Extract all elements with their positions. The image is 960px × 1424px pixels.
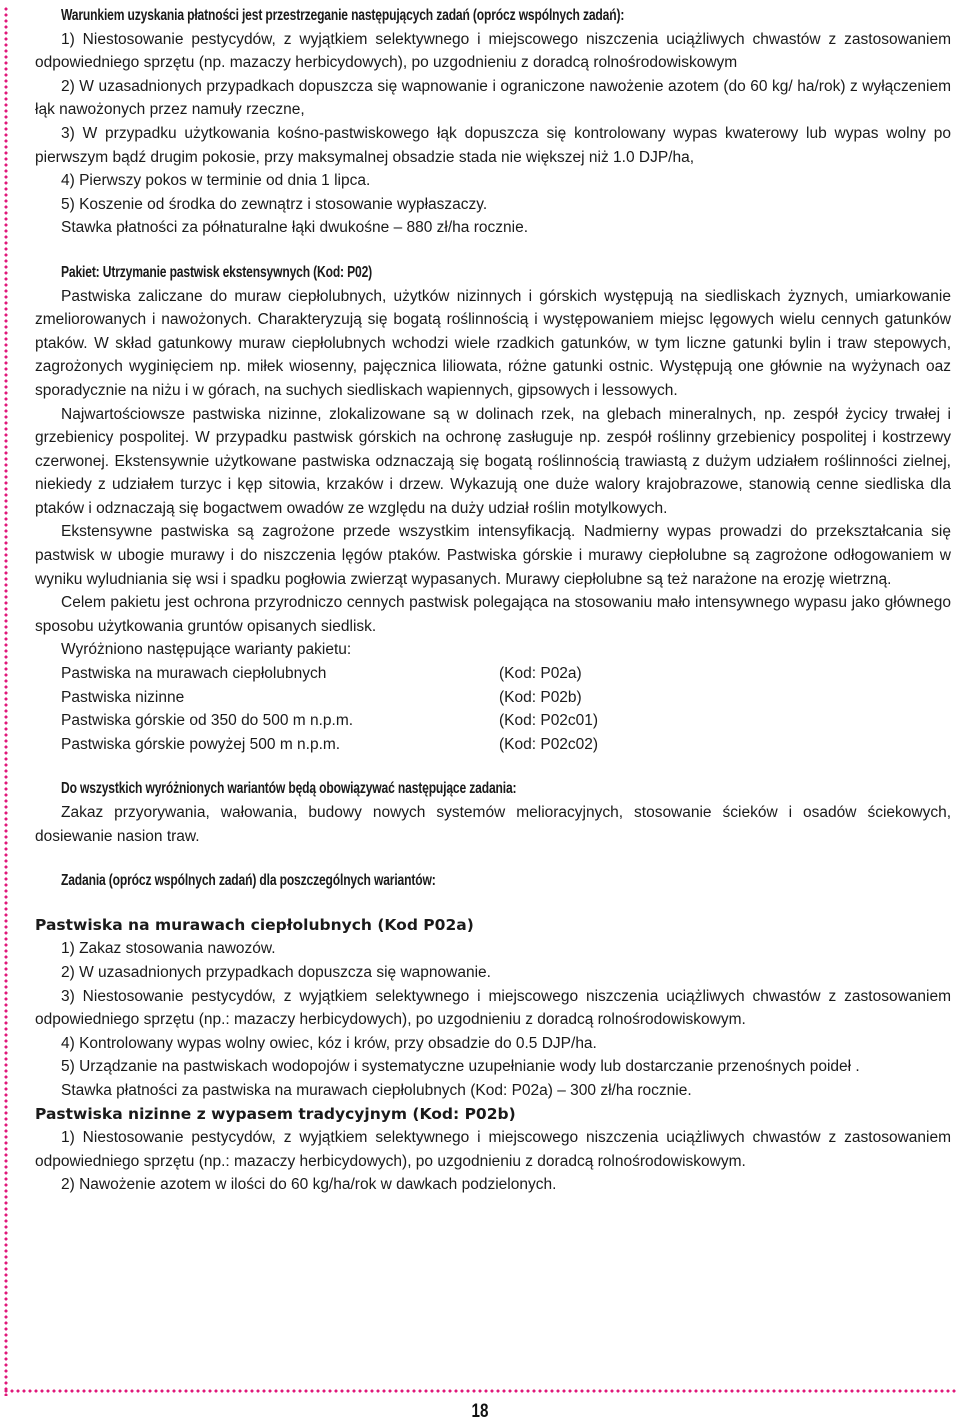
package-title: Pakiet: Utrzymanie pastwisk ekstensywnych (Kod: P02) (61, 263, 373, 281)
top-item-3: 3) W przypadku użytkowania kośno-pastwiskowego łąk dopuszcza się kontrolowany wypas kwaterowy lub wypas wolny po pierwszym bądź drugim pokosie, przy maksymalnej obsadzie stada nie większej niż 1.0 DJP/ha, (35, 124, 951, 166)
variant-code: (Kod: P02a) (499, 665, 582, 683)
spacer (35, 848, 951, 869)
variant-row (61, 709, 951, 733)
variant-a-item-4: 4) Kontrolowany wypas wolny owiec, kóz i krów, przy obsadzie do 0.5 DJP/ha. (61, 1034, 597, 1052)
variant-b-title: Pastwiska nizinne z wypasem tradycyjnym (Kod: P02b) (35, 1104, 516, 1123)
top-item-2: 2) W uzasadnionych przypadkach dopuszcza się wapnowanie i ograniczone nawożenie azotem (do 60 kg/ ha/rok) z wyłączeniem łąk nawożonych przez namuły rzeczne, (35, 77, 951, 119)
all-variants-title: Do wszystkich wyróżnionych wariantów będą obowiązywać następujące zadania: (61, 780, 517, 798)
page-number: 18 (471, 1401, 489, 1422)
variant-a-item-5: 5) Urządzanie na pastwiskach wodopojów i systematyczne uzupełnianie wody lub dostarczanie przenośnych poideł . (61, 1058, 860, 1076)
variant-name: Pastwiska na murawach ciepłolubnych (61, 665, 327, 683)
variant-b-item-1: 1) Niestosowanie pestycydów, z wyjątkiem selektywnego i miejscowego niszczenia uciążliwych chwastów z zastosowaniem odpowiedniego sprzętu (np.: mazaczy herbicydowych), po uzgodnieniu z doradcą rolnośrodowiskowym. (35, 1129, 951, 1170)
top-item-5: 5) Koszenie od środka do zewnątrz i stosowanie wypłaszaczy. (61, 195, 488, 213)
document-body (35, 4, 951, 1197)
package-paragraph-2: Najwartościowsze pastwiska nizinne, zlokalizowane są w dolinach rzek, na glebach mineralnych, np. zespół życicy trwałej i grzebienicy pospolitej. W przypadku pastwisk górskich na ochronę zasługuje np. zespół roślinny grzebienicy pospolitej i kostrzewy czerwonej. Ekstensywnie użytkowane pastwiska odznaczają się bogatą roślinnością trawiastą z dużym udziałem roślinności zielnej, niekiedy z udziałem turzyc i kęp sitowia, krzaków i drzew. Wykazują one duże walory krajobrazowe, stanowią cenne siedliska dla ptaków i odznaczają się bogactwem owadów ze względu na duży udział roślin motylkowych. (35, 405, 951, 517)
variant-a-item-3: 3) Niestosowanie pestycydów, z wyjątkiem selektywnego i miejscowego niszczenia uciążliwych chwastów z zastosowaniem odpowiedniego sprzętu (np.: mazaczy herbicydowych), po uzgodnieniu z doradcą rolnośrodowiskowym. (35, 987, 951, 1029)
tasks-title: Zadania (oprócz wspólnych zadań) dla poszczególnych wariantów: (61, 872, 436, 890)
variant-row (61, 686, 951, 710)
top-item-4: 4) Pierwszy pokos w terminie od dnia 1 lipca. (61, 172, 371, 190)
bottom-dotted-border (3, 1388, 958, 1394)
top-payment-rate: Stawka płatności za półnaturalne łąki dwukośne – 880 zł/ha rocznie. (61, 219, 528, 237)
spacer (35, 240, 951, 261)
package-paragraph-4: Celem pakietu jest ochrona przyrodniczo cennych pastwisk polegająca na stosowaniu mało intensywnego wypasu jako głównego sposobu użytkowania gruntów opisanych siedlisk. (35, 594, 951, 635)
package-paragraph-3: Ekstensywne pastwiska są zagrożone przede wszystkim intensyfikacją. Nadmierny wypas prowadzi do przekształcania się pastwisk w ubogie murawy i do niszczenia lęgów ptaków. Pastwiska górskie i murawy ciepłolubne są zagrożone odłogowaniem w wyniku wyludniania się wsi i spadku pogłowia zwierząt wypasanych. Murawy ciepłolubne są też narażone na erozję wietrzną. (35, 523, 951, 588)
variant-a-payment-rate: Stawka płatności za pastwiska na murawach ciepłolubnych (Kod: P02a) – 300 zł/ha rocznie. (61, 1081, 692, 1099)
all-variants-text: Zakaz przyorywania, wałowania, budowy nowych systemów melioracyjnych, stosowanie ścieków i osadów ściekowych, dosiewanie nasion traw. (35, 804, 951, 845)
variant-code: (Kod: P02c01) (499, 712, 599, 730)
variant-row (61, 662, 951, 686)
variant-a-title: Pastwiska na murawach ciepłolubnych (Kod P02a) (35, 915, 474, 934)
package-paragraph-1: Pastwiska zaliczane do muraw ciepłolubnych, użytków nizinnych i górskich występują na siedliskach żyznych, umiarkowanie zmeliorowanych i nawożonych. Charakteryzują się bogatą roślinnością i występowaniem miejsc lęgowych wielu cennych gatunków ptaków. W skład gatunkowy muraw ciepłolubnych wchodzi wiele rzadkich gatunków, w tym liczne gatunki bylin i traw stepowych, zagrożonych wyginięciem np. miłek wiosenny, pajęcznica liliowata, różne gatunki ostnic. Występują one głównie na wyżynach oaz sporadycznie na niżu i w górach, na suchych siedliskach wapiennych, gipsowych i lessowych. (35, 287, 951, 399)
variant-code: (Kod: P02c02) (499, 735, 599, 753)
variant-name: Pastwiska górskie powyżej 500 m n.p.m. (61, 735, 341, 753)
variant-name: Pastwiska górskie od 350 do 500 m n.p.m. (61, 712, 354, 730)
spacer (35, 756, 951, 777)
top-item-1: 1) Niestosowanie pestycydów, z wyjątkiem selektywnego i miejscowego niszczenia uciążliwych chwastów z zastosowaniem odpowiedniego sprzętu (np. mazaczy herbicydowych), po uzgodnieniu z doradcą rolnośrodowiskowym (35, 30, 951, 72)
variant-b-item-2: 2) Nawożenie azotem w ilości do 60 kg/ha/rok w dawkach podzielonych. (61, 1176, 557, 1194)
package-paragraph-5: Wyróżniono następujące warianty pakietu: (61, 641, 352, 659)
variant-a-item-1: 1) Zakaz stosowania nawozów. (61, 940, 276, 958)
variant-row (61, 733, 951, 757)
variant-code: (Kod: P02b) (499, 688, 582, 706)
variant-name: Pastwiska nizinne (61, 688, 185, 706)
requirements-heading: Warunkiem uzyskania płatności jest przestrzeganie następujących zadań (oprócz wspólnych zadań): (61, 7, 625, 24)
left-dotted-border (3, 6, 9, 1396)
spacer (35, 893, 951, 914)
variant-a-item-2: 2) W uzasadnionych przypadkach dopuszcza się wapnowanie. (61, 963, 491, 981)
